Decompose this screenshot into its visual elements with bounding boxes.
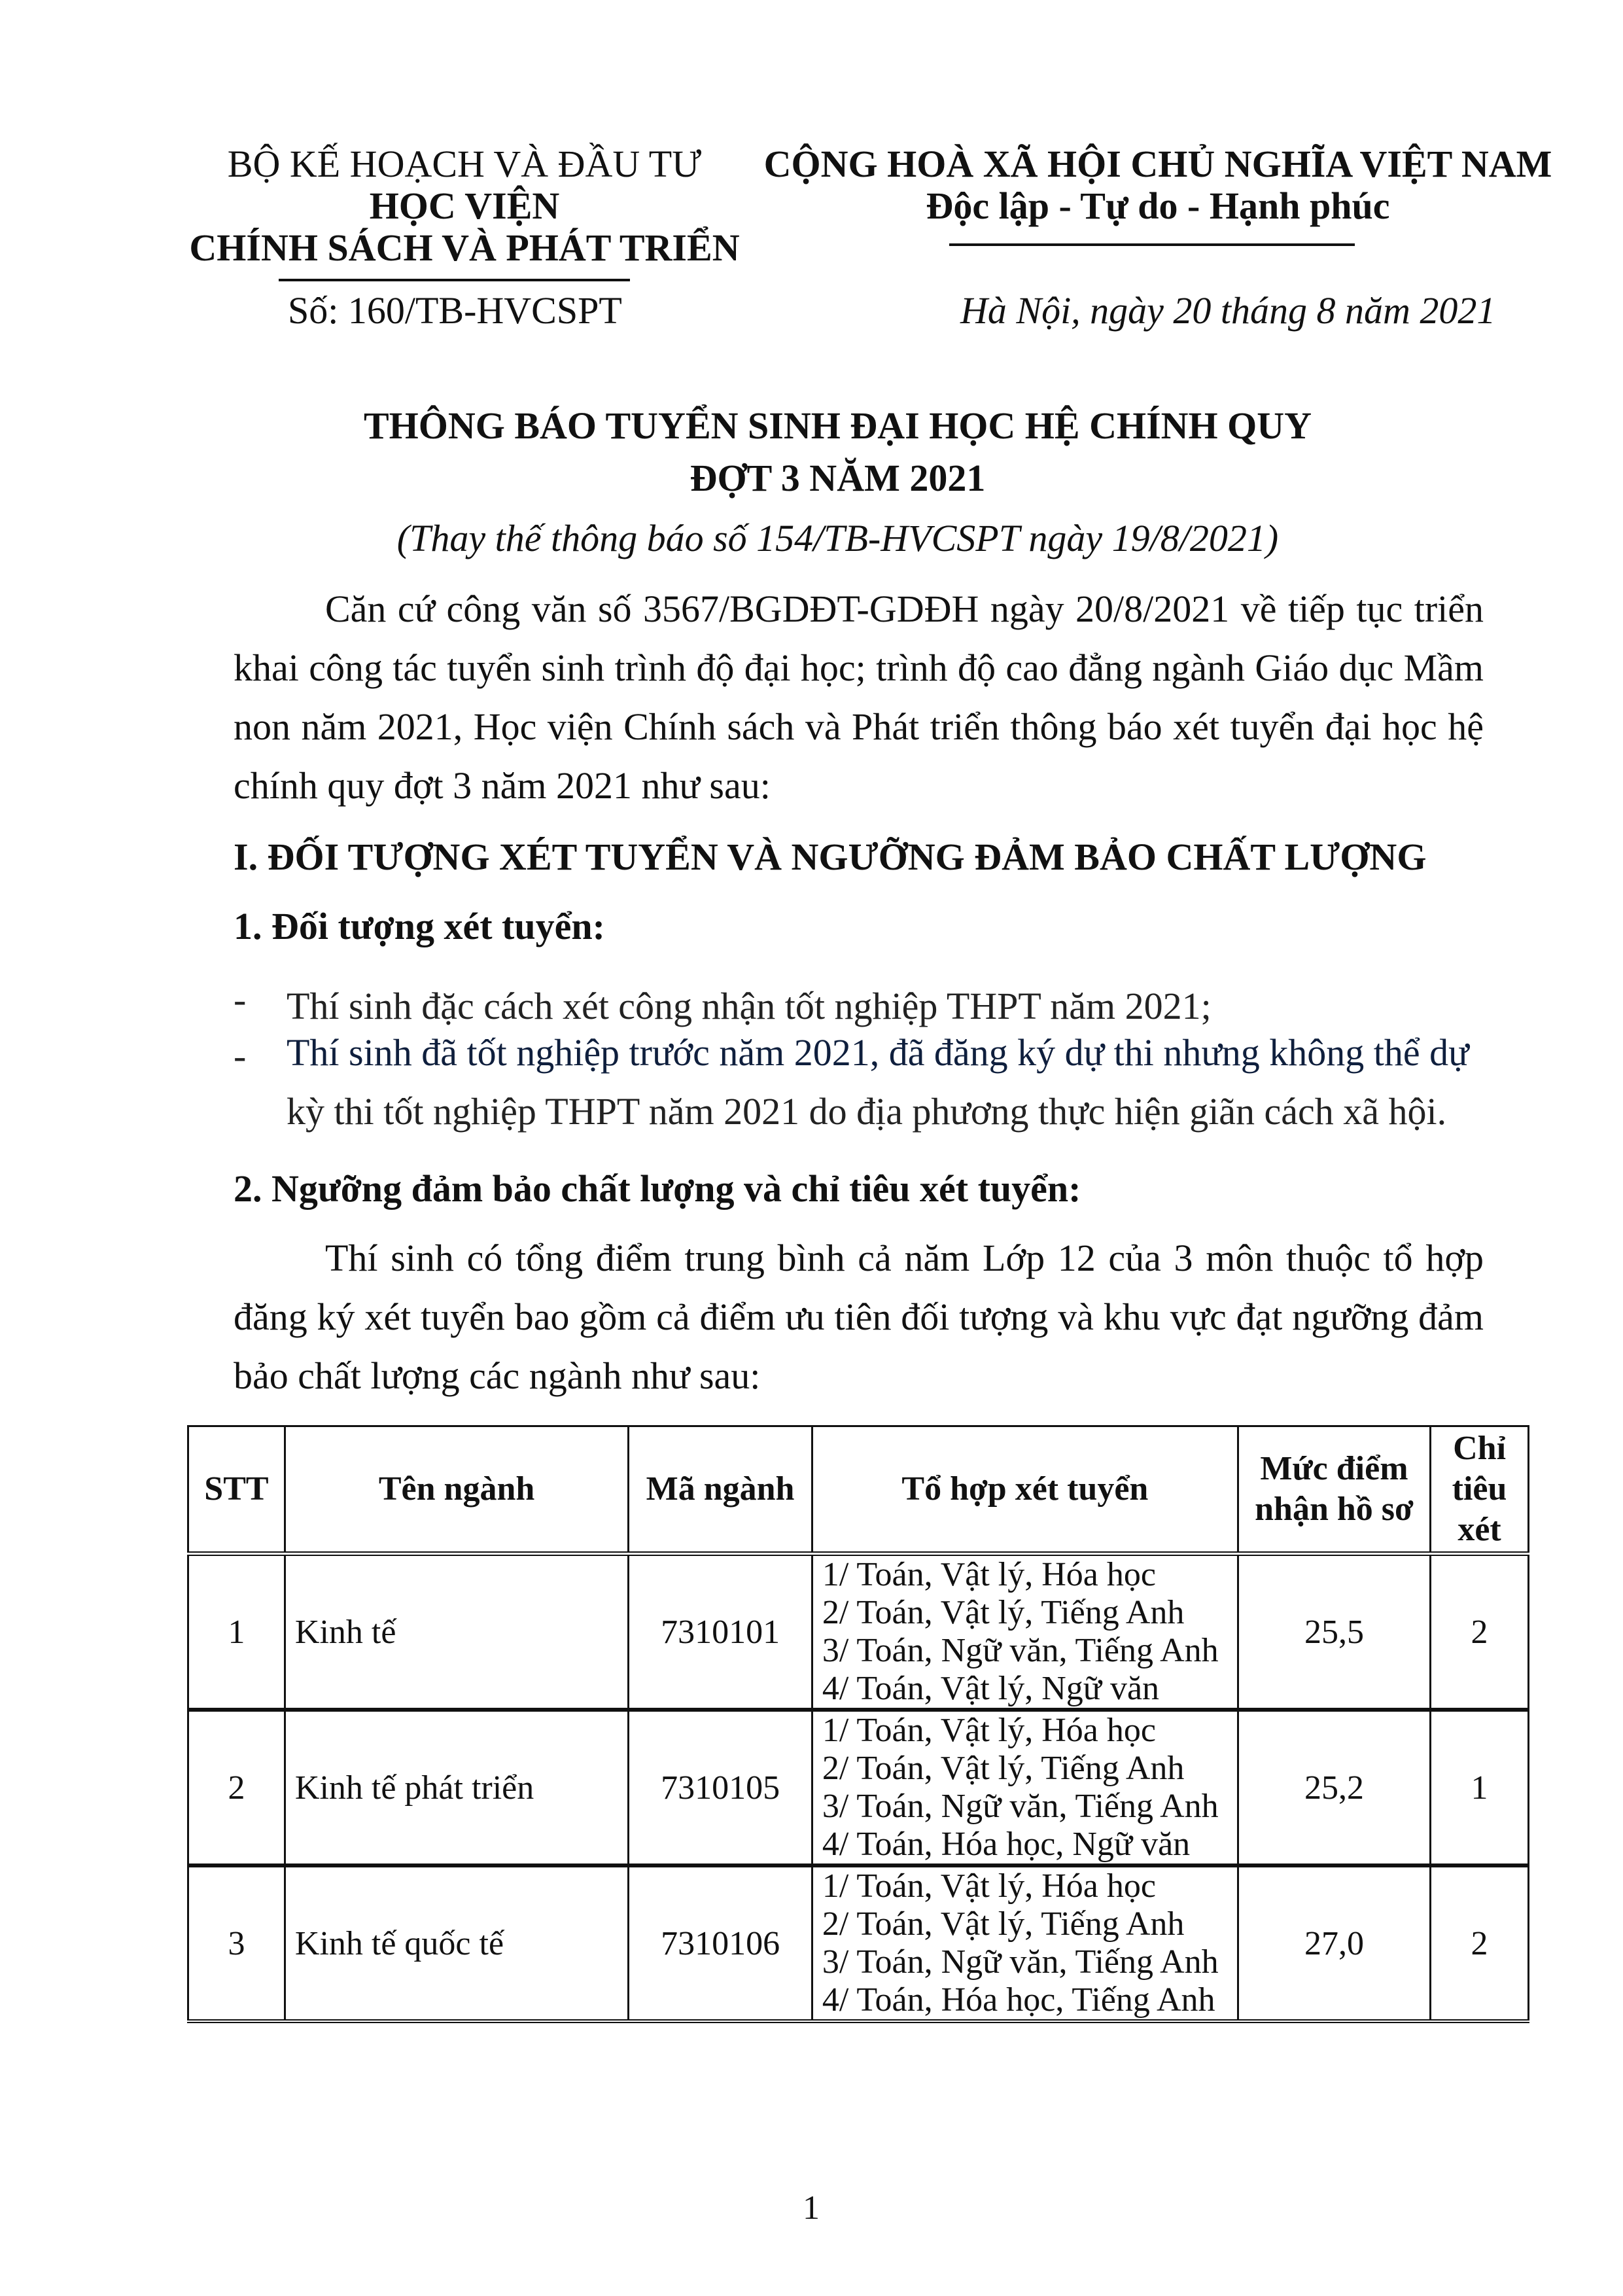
header-major-name: Tên ngành	[285, 1426, 628, 1554]
cell-quota: 2	[1431, 1554, 1529, 1710]
header-combinations: Tổ hợp xét tuyển	[812, 1426, 1238, 1554]
combination-item: 2/ Toán, Vật lý, Tiếng Anh	[822, 1750, 1185, 1787]
notice-round: ĐỢT 3 NĂM 2021	[689, 457, 986, 499]
cell-min-score: 27,0	[1238, 1865, 1430, 2021]
table-row	[188, 1710, 1529, 1865]
bullet-dash: -	[234, 1034, 247, 1077]
combination-item: 3/ Toán, Ngữ văn, Tiếng Anh	[822, 1788, 1219, 1825]
cell-combinations	[812, 1865, 1238, 2021]
cell-quota: 2	[1431, 1865, 1529, 2021]
nation-name: CỘNG HOÀ XÃ HỘI CHỦ NGHĨA VIỆT NAM	[763, 143, 1552, 185]
ministry-name: BỘ KẾ HOẠCH VÀ ĐẦU TƯ	[227, 143, 702, 185]
subsection-2-heading: 2. Ngưỡng đảm bảo chất lượng và chỉ tiêu xét tuyển:	[234, 1167, 1081, 1210]
table-header-row	[188, 1426, 1529, 1554]
table-row	[188, 1554, 1529, 1710]
header-quota-line1: Chỉ	[1453, 1430, 1507, 1467]
cell-quota: 1	[1431, 1710, 1529, 1865]
threshold-paragraph	[234, 1229, 1484, 1405]
cell-stt: 3	[188, 1865, 285, 2021]
combination-item: 4/ Toán, Vật lý, Ngữ văn	[822, 1670, 1160, 1707]
notice-title: THÔNG BÁO TUYỂN SINH ĐẠI HỌC HỆ CHÍNH QUY	[363, 404, 1312, 447]
bullet-item-2-line1: Thí sinh đã tốt nghiệp trước năm 2021, đã đăng ký dự thi nhưng không thể dự	[287, 1031, 1469, 1074]
cell-combinations	[812, 1554, 1238, 1710]
header-min-score-line1: Mức điểm	[1260, 1450, 1408, 1487]
cell-min-score: 25,2	[1238, 1710, 1430, 1865]
combination-item: 1/ Toán, Vật lý, Hóa học	[822, 1556, 1156, 1593]
combination-item: 4/ Toán, Hóa học, Ngữ văn	[822, 1826, 1191, 1863]
notice-subtitle: (Thay thế thông báo số 154/TB-HVCSPT ngày 19/8/2021)	[396, 517, 1279, 559]
threshold-block	[234, 1229, 1484, 1405]
cell-min-score: 25,5	[1238, 1554, 1430, 1710]
cell-major-code: 7310101	[629, 1554, 812, 1710]
motto-underline	[949, 243, 1355, 246]
cell-major-name: Kinh tế	[285, 1554, 628, 1710]
national-motto: Độc lập - Tự do - Hạnh phúc	[926, 185, 1390, 227]
cell-major-code: 7310106	[629, 1865, 812, 2021]
threshold-paragraph-text: Thí sinh có tổng điểm trung bình cả năm Lớp 12 của 3 môn thuộc tổ hợp đăng ký xét tuyển bao gồm cả điểm ưu tiên đối tượng và khu vực đạt ngưỡng đảm bảo chất lượng các ngành như sau:	[234, 1237, 1484, 1397]
document-number: Số: 160/TB-HVCSPT	[288, 289, 622, 332]
intro-paragraph	[234, 580, 1484, 815]
bullet-item-2-line2: kỳ thi tốt nghiệp THPT năm 2021 do địa phương thực hiện giãn cách xã hội.	[287, 1090, 1447, 1133]
institute-underline	[279, 279, 630, 281]
header-quota	[1431, 1426, 1529, 1554]
combination-item: 3/ Toán, Ngữ văn, Tiếng Anh	[822, 1943, 1219, 1981]
header-stt: STT	[188, 1426, 285, 1554]
header-quota-line3: xét	[1457, 1511, 1501, 1548]
cell-major-name: Kinh tế phát triển	[285, 1710, 628, 1865]
admissions-table	[187, 1425, 1529, 2023]
page-number: 1	[803, 2189, 820, 2227]
header-quota-line2: tiêu	[1452, 1470, 1507, 1508]
cell-stt: 2	[188, 1710, 285, 1865]
cell-major-name: Kinh tế quốc tế	[285, 1865, 628, 2021]
intro-block	[234, 580, 1484, 815]
institute-name-line1: HỌC VIỆN	[369, 185, 560, 227]
combination-item: 2/ Toán, Vật lý, Tiếng Anh	[822, 1594, 1185, 1631]
header-min-score-line2: nhận hồ sơ	[1255, 1491, 1414, 1528]
section-1-heading: I. ĐỐI TƯỢNG XÉT TUYỂN VÀ NGƯỠNG ĐẢM BẢO CHẤT LƯỢNG	[234, 836, 1427, 878]
place-and-date: Hà Nội, ngày 20 tháng 8 năm 2021	[960, 289, 1496, 332]
bullet-dash: -	[234, 978, 247, 1021]
table-row	[188, 1865, 1529, 2021]
cell-major-code: 7310105	[629, 1710, 812, 1865]
subsection-1-heading: 1. Đối tượng xét tuyển:	[234, 905, 605, 947]
combination-item: 1/ Toán, Vật lý, Hóa học	[822, 1867, 1156, 1905]
bullet-item-1: Thí sinh đặc cách xét công nhận tốt nghiệp THPT năm 2021;	[287, 985, 1212, 1027]
combination-item: 2/ Toán, Vật lý, Tiếng Anh	[822, 1905, 1185, 1943]
cell-stt: 1	[188, 1554, 285, 1710]
bullet-item-2	[287, 1031, 1484, 1133]
header-min-score	[1238, 1426, 1430, 1554]
combination-item: 4/ Toán, Hóa học, Tiếng Anh	[822, 1981, 1215, 2019]
combination-item: 3/ Toán, Ngữ văn, Tiếng Anh	[822, 1632, 1219, 1669]
institute-name-line2: CHÍNH SÁCH VÀ PHÁT TRIỂN	[189, 226, 740, 269]
header-major-code: Mã ngành	[629, 1426, 812, 1554]
intro-paragraph-text: Căn cứ công văn số 3567/BGDĐT-GDĐH ngày 20/8/2021 về tiếp tục triển khai công tác tuyển sinh trình độ đại học; trình độ cao đẳng ngành Giáo dục Mầm non năm 2021, Học viện Chính sách và Phát triển thông báo xét tuyển đại học hệ chính quy đợt 3 năm 2021 như sau:	[234, 588, 1484, 807]
cell-combinations	[812, 1710, 1238, 1865]
combination-item: 1/ Toán, Vật lý, Hóa học	[822, 1712, 1156, 1749]
